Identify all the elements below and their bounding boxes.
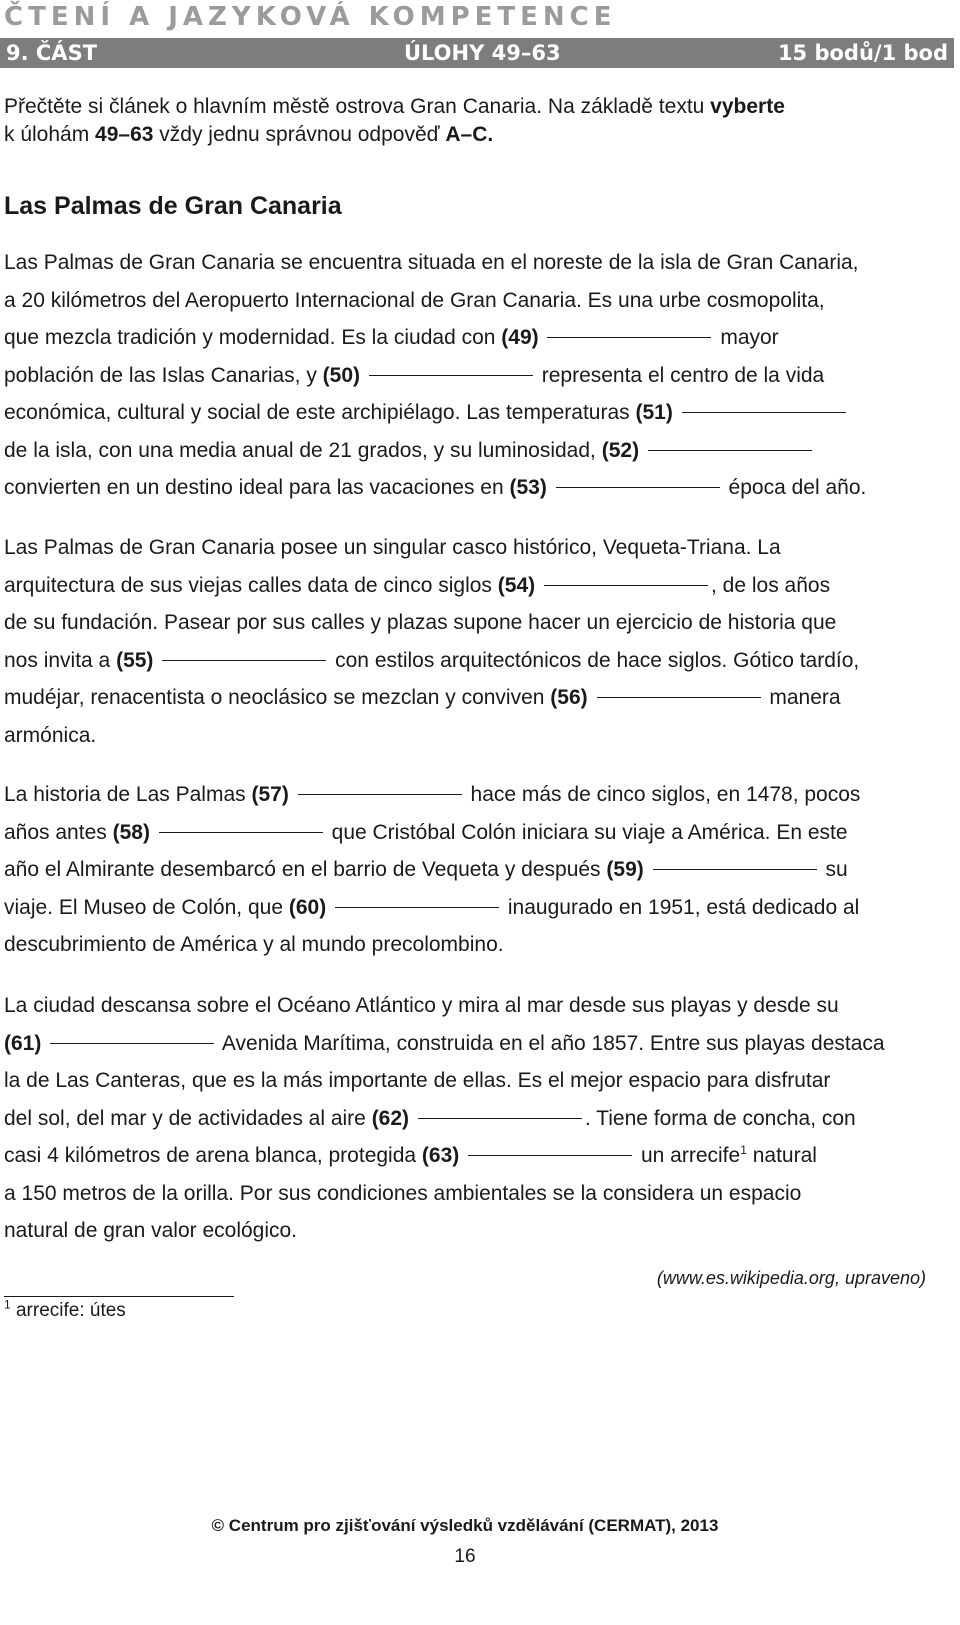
text-fragment: convierten en un destino ideal para las vacaciones en <box>4 476 510 499</box>
text-fragment: que Cristóbal Colón iniciara su viaje a América. En este <box>331 820 848 844</box>
footnote-ref: 1 <box>740 1143 747 1157</box>
gap-blank <box>653 868 817 870</box>
gap-number: (50) <box>322 363 361 387</box>
instr-bold: 49–63 <box>95 123 154 146</box>
gap-blank <box>298 793 462 795</box>
gap-blank <box>597 696 761 698</box>
section-title: ČTENÍ A JAZYKOVÁ KOMPETENCE <box>4 2 617 32</box>
text-fragment: inaugurado en 1951, está dedicado al <box>507 895 860 919</box>
text-line: la de Las Canteras, que es la más importante de ellas. Es el mejor espacio para disfrutar <box>4 1069 831 1092</box>
copyright: © Centrum pro zjišťování výsledků vzdělávání (CERMAT), 2013 <box>211 1516 719 1535</box>
tasks-label: ÚLOHY 49–63 <box>404 41 561 65</box>
gap-number: (53) <box>509 476 547 499</box>
footnote-marker: 1 <box>4 1297 11 1312</box>
text-line: de su fundación. Pasear por sus calles y plazas supone hacer un ejercicio de historia que <box>4 611 837 634</box>
gap-blank <box>50 1042 214 1044</box>
paragraph-2 <box>4 529 954 754</box>
text-fragment: La historia de Las Palmas <box>4 783 252 806</box>
text-line: Las Palmas de Gran Canaria posee un singular casco histórico, Vequeta-Triana. La <box>4 536 781 559</box>
gap-blank <box>547 336 711 338</box>
text-line: descubrimiento de América y al mundo precolombino. <box>4 933 504 956</box>
gap-blank <box>682 411 846 413</box>
part-label: 9. ČÁST <box>6 41 98 65</box>
gap-blank <box>648 449 812 451</box>
gap-number: (59) <box>606 858 644 881</box>
instr-bold: A–C. <box>445 123 494 146</box>
gap-blank <box>162 659 326 661</box>
instr-bold: vyberte <box>710 95 785 118</box>
gap-blank <box>468 1154 632 1156</box>
gap-blank <box>418 1117 582 1119</box>
gap-number: (57) <box>251 783 289 806</box>
text-line: La ciudad descansa sobre el Océano Atlántico y mira al mar desde sus playas y desde su <box>4 994 839 1017</box>
text-fragment: representa el centro de la vida <box>541 363 825 387</box>
instr-text: k úlohám <box>4 123 96 146</box>
gap-number: (61) <box>4 1031 42 1055</box>
article-title: Las Palmas de Gran Canaria <box>4 192 342 220</box>
text-fragment: . Tiene forma de concha, con <box>584 1106 856 1130</box>
text-line: a 20 kilómetros del Aeropuerto Internacional de Gran Canaria. Es una urbe cosmopolita, <box>4 288 825 312</box>
text-fragment: con estilos arquitectónicos de hace siglos. Gótico tardío, <box>335 648 860 672</box>
text-fragment: población de las Islas Canarias, y <box>4 363 323 387</box>
text-fragment: arquitectura de sus viejas calles data de cinco siglos <box>4 573 498 597</box>
gap-number: (56) <box>550 686 588 709</box>
instr-text: Přečtěte si článek o hlavním městě ostrova Gran Canaria. Na základě textu <box>4 95 711 118</box>
text-fragment: que mezcla tradición y modernidad. Es la ciudad con <box>4 326 502 349</box>
text-fragment: económica, cultural y social de este archipiélago. Las temperaturas <box>4 401 636 424</box>
header-bar <box>0 38 954 68</box>
page-number: 16 <box>454 1546 476 1567</box>
text-line: Las Palmas de Gran Canaria se encuentra situada en el noreste de la isla de Gran Canaria, <box>4 251 859 274</box>
text-fragment: , de los años <box>710 573 831 597</box>
text-fragment: del sol, del mar y de actividades al aire <box>4 1106 372 1130</box>
text-line: armónica. <box>4 723 97 747</box>
gap-number: (52) <box>601 438 640 462</box>
gap-number: (63) <box>421 1144 460 1167</box>
gap-number: (51) <box>635 401 673 424</box>
gap-number: (49) <box>501 326 539 349</box>
gap-number: (54) <box>497 573 536 597</box>
footnote <box>4 1297 126 1322</box>
text-fragment: hace más de cinco siglos, en 1478, pocos <box>470 783 861 806</box>
gap-number: (60) <box>288 895 327 919</box>
paragraph-1 <box>4 244 954 507</box>
instructions <box>4 93 904 149</box>
text-fragment: su <box>825 858 848 881</box>
text-fragment: viaje. El Museo de Colón, que <box>4 895 289 919</box>
text-line: natural de gran valor ecológico. <box>4 1219 298 1242</box>
text-fragment: natural <box>746 1144 817 1167</box>
footnote-text: arrecife: útes <box>10 1300 126 1321</box>
text-fragment: Avenida Marítima, construida en el año 1857. Entre sus playas destaca <box>221 1031 885 1055</box>
gap-number: (58) <box>112 820 150 844</box>
gap-blank <box>369 374 533 376</box>
source-citation: (www.es.wikipedia.org, upraveno) <box>656 1268 926 1288</box>
text-fragment: años antes <box>4 820 113 844</box>
gap-blank <box>556 486 720 488</box>
text-fragment: nos invita a <box>4 648 117 672</box>
paragraph-4 <box>4 987 954 1250</box>
instr-text: vždy jednu správnou odpověď <box>153 123 446 146</box>
points-label: 15 bodů/1 bod <box>777 41 948 65</box>
gap-blank <box>544 584 708 586</box>
gap-number: (62) <box>371 1106 410 1130</box>
text-fragment: mudéjar, renacentista o neoclásico se mezclan y conviven <box>4 686 551 709</box>
text-fragment: casi 4 kilómetros de arena blanca, protegida <box>4 1144 422 1167</box>
text-fragment: manera <box>769 686 841 709</box>
gap-blank <box>335 906 499 908</box>
text-line: a 150 metros de la orilla. Por sus condiciones ambientales se la considera un espacio <box>4 1181 802 1205</box>
gap-number: (55) <box>116 648 154 672</box>
text-fragment: de la isla, con una media anual de 21 grados, y su luminosidad, <box>4 438 602 462</box>
text-fragment: año el Almirante desembarcó en el barrio de Vequeta y después <box>4 858 607 881</box>
text-fragment: un arrecife <box>640 1144 741 1167</box>
text-fragment: mayor <box>720 326 779 349</box>
gap-blank <box>159 831 323 833</box>
paragraph-3 <box>4 776 954 964</box>
footnote-divider <box>4 1296 234 1297</box>
text-fragment: época del año. <box>728 476 867 499</box>
